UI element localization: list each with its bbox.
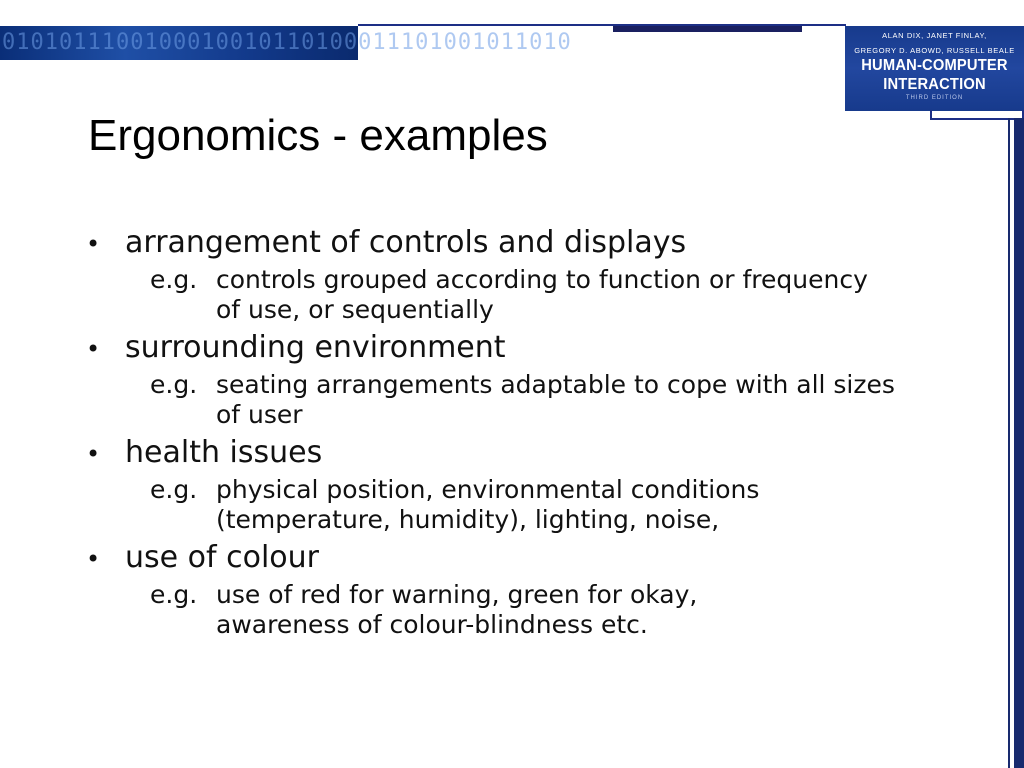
bullet-list (86, 224, 986, 640)
bullet-text: use of colour (125, 540, 319, 575)
example-line (150, 370, 986, 430)
example-text (216, 265, 946, 325)
example-prefix: e.g. (150, 475, 198, 504)
bullet-text: health issues (125, 435, 323, 470)
example-prefix: e.g. (150, 580, 198, 609)
bullet-icon: • (86, 335, 101, 363)
example-text-line1: physical position, environmental conditions (216, 475, 760, 504)
book-title-line1: HUMAN-COMPUTER (861, 57, 1008, 74)
book-authors-line2: GREGORY D. ABOWD, RUSSELL BEALE (854, 46, 1015, 55)
binary-header-band (0, 26, 572, 60)
header-accent-bar (613, 26, 802, 32)
list-item (86, 539, 986, 640)
example-prefix: e.g. (150, 265, 198, 294)
right-edge-bar (1014, 118, 1024, 768)
binary-pattern: 0101011100100010010110100011101001011010 (2, 30, 572, 55)
bullet-text: surrounding environment (125, 330, 506, 365)
book-cover-logo (845, 26, 1024, 111)
bullet-text: arrangement of controls and displays (125, 225, 687, 260)
book-edition: THIRD EDITION (905, 95, 964, 101)
example-text-line2: (temperature, humidity), lighting, noise, (216, 505, 720, 534)
bullet-point (86, 539, 986, 578)
list-item (86, 224, 986, 325)
example-text-line1: use of red for warning, green for okay, (216, 580, 698, 609)
example-prefix: e.g. (150, 370, 198, 399)
example-line (150, 265, 986, 325)
bullet-point (86, 224, 986, 263)
book-title-line2: INTERACTION (883, 76, 986, 93)
list-item (86, 329, 986, 430)
example-text-line2: awareness of colour-blindness etc. (216, 610, 648, 639)
bullet-point (86, 329, 986, 368)
example-text-line1: controls grouped according to function or frequency (216, 265, 868, 294)
bullet-icon: • (86, 230, 101, 258)
right-edge-line (1008, 118, 1010, 768)
example-text (216, 370, 946, 430)
bullet-icon: • (86, 440, 101, 468)
example-text-line2: of use, or sequentially (216, 295, 494, 324)
list-item (86, 434, 986, 535)
example-line (150, 580, 986, 640)
example-line (150, 475, 986, 535)
example-text (216, 475, 946, 535)
book-authors-line1: ALAN DIX, JANET FINLAY, (882, 31, 987, 40)
example-text-line2: of user (216, 400, 303, 429)
slide-title: Ergonomics - examples (88, 111, 548, 160)
example-text (216, 580, 946, 640)
bullet-icon: • (86, 545, 101, 573)
example-text-line1: seating arrangements adaptable to cope with all sizes (216, 370, 895, 399)
bullet-point (86, 434, 986, 473)
